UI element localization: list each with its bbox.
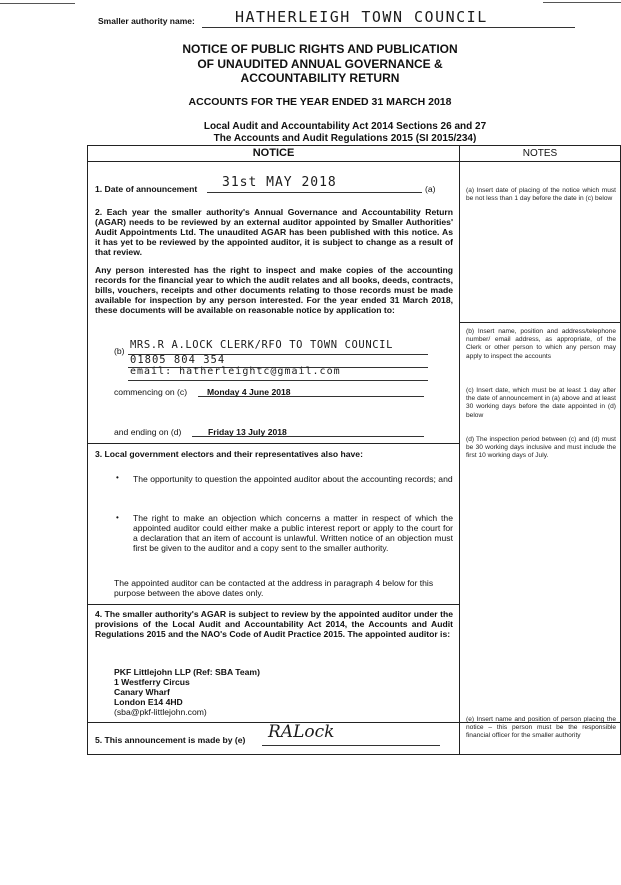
auditor-contact-text: The appointed auditor can be contacted at the address in paragraph 4 below for this purpose between the above dates only. bbox=[114, 578, 434, 598]
authority-name-underline bbox=[202, 27, 575, 28]
item-1-note-marker: (a) bbox=[425, 184, 436, 194]
contact-email-handwritten: email: hatherleightc@gmail.com bbox=[130, 366, 341, 377]
section-3-separator bbox=[87, 443, 459, 444]
auditor-address-line: London E14 4HD bbox=[114, 697, 183, 707]
auditor-address-line: Canary Wharf bbox=[114, 687, 170, 697]
item-b-marker: (b) bbox=[114, 346, 125, 356]
auditor-address-line: PKF Littlejohn LLP (Ref: SBA Team) bbox=[114, 667, 260, 677]
act-line-2: The Accounts and Audit Regulations 2015 (SI 2015/234) bbox=[213, 133, 477, 144]
note-e: (e) Insert name and position of person placing the notice – this person must be the responsible financial officer for the smaller authority bbox=[466, 716, 616, 740]
act-reference bbox=[140, 121, 550, 145]
table-left-border bbox=[87, 145, 88, 755]
note-c: (c) Insert date, which must be at least 1 day after the date of announcement in (a) above and at least 30 working days before the date appointed in (d) below bbox=[466, 387, 616, 419]
auditor-address-line: 1 Westferry Circus bbox=[114, 677, 190, 687]
item-2-text-continued: Any person interested has the right to inspect and make copies of the accounting records for the financial year to which the audit relates and all books, deeds, contracts, bills, vouchers, receipts and other documents relating to those records must be made available for inspection by any person interested. For the year ended 31 March 2018, these documents will be available on reasonable notice by application to: bbox=[95, 265, 453, 315]
accounts-year: ACCOUNTS FOR THE YEAR ENDED 31 MARCH 2018 bbox=[188, 96, 452, 108]
table-column-divider bbox=[459, 145, 460, 755]
bullet-2-dot: • bbox=[116, 513, 119, 522]
commencing-underline bbox=[198, 396, 424, 397]
scan-mark-top-left bbox=[0, 3, 75, 4]
auditor-address bbox=[114, 667, 260, 717]
item-5-label: 5. This announcement is made by (e) bbox=[95, 735, 246, 745]
authority-name-label: Smaller authority name: bbox=[98, 16, 195, 26]
note-a: (a) Insert date of placing of the notice which must be not less than 1 day before the date in (c) below bbox=[466, 187, 616, 203]
contact-phone-handwritten: 01805 804 354 bbox=[130, 354, 226, 366]
notes-column-header: NOTES bbox=[522, 148, 558, 159]
signature-underline bbox=[262, 745, 440, 746]
title-line-1: NOTICE OF PUBLIC RIGHTS AND PUBLICATION bbox=[182, 42, 458, 56]
table-header-border bbox=[87, 161, 621, 162]
bullet-1-dot: • bbox=[116, 473, 119, 482]
contact-line-3-underline bbox=[128, 380, 428, 381]
title-line-3: ACCOUNTABILITY RETURN bbox=[240, 71, 400, 85]
contact-name-handwritten: MRS.R A.LOCK CLERK/RFO TO TOWN COUNCIL bbox=[130, 339, 394, 351]
notice-column-header: NOTICE bbox=[252, 147, 295, 159]
bullet-1-text: The opportunity to question the appointed auditor about the accounting records; and bbox=[133, 474, 453, 484]
item-3-heading: 3. Local government electors and their representatives also have: bbox=[95, 449, 363, 459]
ending-label: and ending on (d) bbox=[114, 427, 182, 437]
item-2-text: 2. Each year the smaller authority's Annual Governance and Accountability Return (AGAR) needs to be reviewed by an external auditor appointed by Smaller Authorities' Audit Appointments Ltd. The unaudited AGAR has been published with this notice. As it has yet to be reviewed by the appointed auditor, it is subject to change as a result of that review. bbox=[95, 207, 453, 257]
auditor-email: (sba@pkf-littlejohn.com) bbox=[114, 707, 207, 717]
note-d: (d) The inspection period between (c) and (d) must be 30 working days inclusive and must include the first 10 working days of July. bbox=[466, 436, 616, 460]
commencing-date: Monday 4 June 2018 bbox=[207, 387, 291, 397]
table-top-border bbox=[87, 145, 621, 146]
title-line-2: OF UNAUDITED ANNUAL GOVERNANCE & bbox=[197, 56, 443, 71]
authority-name-value: HATHERLEIGH TOWN COUNCIL bbox=[235, 8, 488, 26]
table-bottom-border bbox=[87, 754, 621, 755]
section-4-separator bbox=[87, 604, 459, 605]
scan-mark-top-right bbox=[543, 2, 621, 3]
ending-date: Friday 13 July 2018 bbox=[208, 427, 287, 437]
act-line-1: Local Audit and Accountability Act 2014 Sections 26 and 27 bbox=[203, 121, 487, 132]
item-1-label: 1. Date of announcement bbox=[95, 184, 198, 194]
notes-b-separator bbox=[459, 322, 621, 323]
commencing-label: commencing on (c) bbox=[114, 387, 188, 397]
bullet-2-text: The right to make an objection which concerns a matter in respect of which the appointed auditor could either make a public interest report or apply to the court for a declaration that an item of account is unlawful. Written notice of an objection must first be given to the auditor and a copy sent to the smaller authority. bbox=[133, 513, 453, 553]
signature-rfo: RALock bbox=[268, 722, 335, 742]
page-title bbox=[140, 42, 500, 86]
announcement-date-value: 31st MAY 2018 bbox=[222, 175, 337, 190]
ending-underline bbox=[192, 436, 424, 437]
item-4-text: 4. The smaller authority's AGAR is subject to review by the appointed auditor under the provisions of the Local Audit and Accountability Act 2014, the Accounts and Audit Regulations 2015 and the NAO's Code of Audit Practice 2015. The appointed auditor is: bbox=[95, 609, 453, 639]
announcement-date-underline bbox=[207, 192, 422, 193]
note-b: (b) Insert name, position and address/telephone number/ email address, as appropriate, of the Clerk or other person to which any person may apply to inspect the accounts bbox=[466, 328, 616, 360]
